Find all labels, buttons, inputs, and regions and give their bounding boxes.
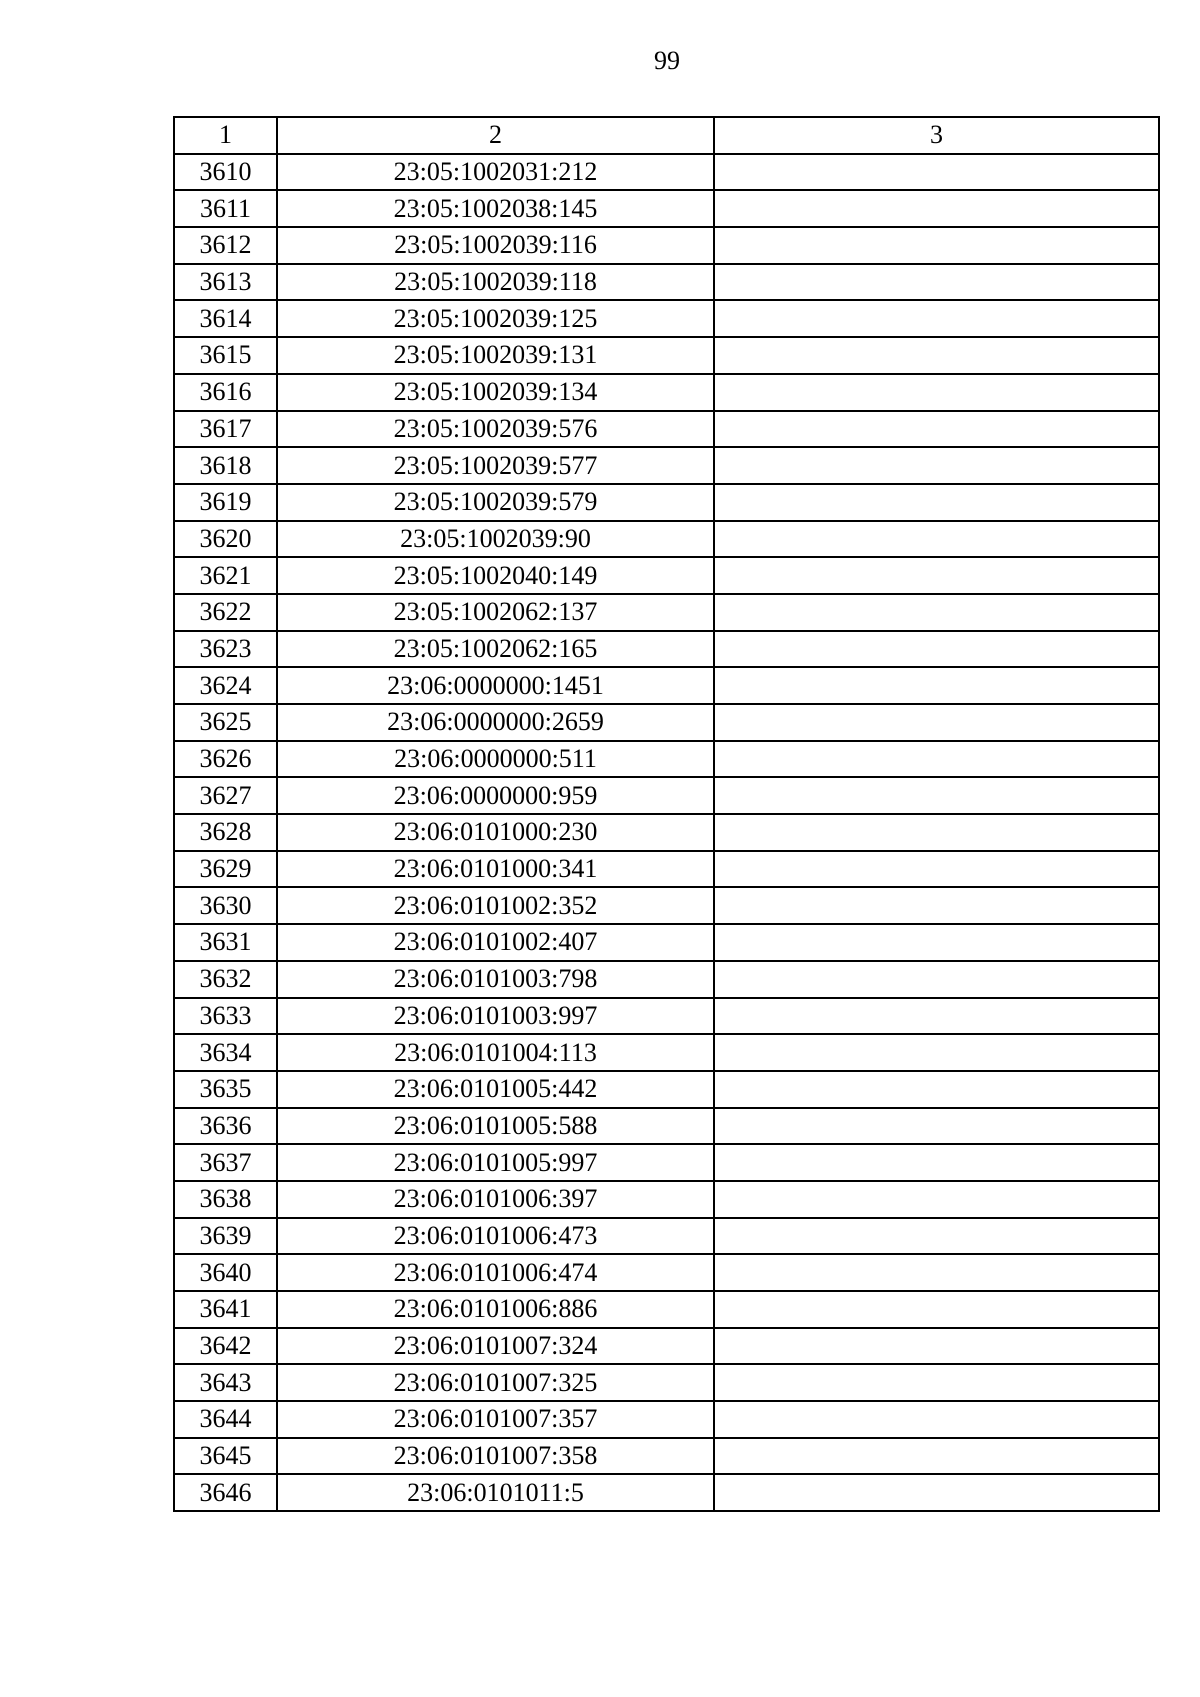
table-row [174, 1071, 1159, 1108]
table-row [174, 998, 1159, 1035]
table-row [174, 264, 1159, 301]
table-row [174, 190, 1159, 227]
cadastral-number-cell: 23:05:1002039:116 [277, 227, 714, 264]
cadastral-number-cell: 23:05:1002039:579 [277, 484, 714, 521]
row-number-cell: 3626 [174, 741, 277, 778]
cadastral-number-cell: 23:06:0101006:474 [277, 1254, 714, 1291]
notes-cell [714, 1181, 1159, 1218]
column-header-1: 1 [174, 117, 277, 154]
cadastral-number-cell: 23:05:1002031:212 [277, 154, 714, 191]
cadastral-number-cell: 23:06:0000000:511 [277, 741, 714, 778]
page-number: 99 [654, 46, 680, 75]
table-body [174, 154, 1159, 1511]
cadastral-number-cell: 23:06:0101007:325 [277, 1364, 714, 1401]
table-row [174, 1438, 1159, 1475]
cadastral-number-cell: 23:06:0101007:358 [277, 1438, 714, 1475]
cadastral-number-cell: 23:05:1002062:165 [277, 631, 714, 668]
row-number-cell: 3617 [174, 411, 277, 448]
table-row [174, 374, 1159, 411]
notes-cell [714, 227, 1159, 264]
row-number-cell: 3638 [174, 1181, 277, 1218]
row-number-cell: 3610 [174, 154, 277, 191]
cadastral-number-cell: 23:06:0101000:230 [277, 814, 714, 851]
cadastral-number-cell: 23:06:0000000:959 [277, 777, 714, 814]
table-row [174, 300, 1159, 337]
cadastral-number-cell: 23:05:1002039:118 [277, 264, 714, 301]
notes-cell [714, 447, 1159, 484]
table-row [174, 557, 1159, 594]
notes-cell [714, 374, 1159, 411]
row-number-cell: 3634 [174, 1034, 277, 1071]
table-header-row [174, 117, 1159, 154]
notes-cell [714, 887, 1159, 924]
notes-cell [714, 1254, 1159, 1291]
table-row [174, 1218, 1159, 1255]
row-number-cell: 3620 [174, 521, 277, 558]
row-number-cell: 3614 [174, 300, 277, 337]
table-row [174, 411, 1159, 448]
notes-cell [714, 557, 1159, 594]
cadastral-number-cell: 23:05:1002040:149 [277, 557, 714, 594]
cadastral-number-cell: 23:06:0101003:798 [277, 961, 714, 998]
table-row [174, 337, 1159, 374]
row-number-cell: 3630 [174, 887, 277, 924]
table-row [174, 521, 1159, 558]
notes-cell [714, 1071, 1159, 1108]
table-row [174, 631, 1159, 668]
notes-cell [714, 190, 1159, 227]
row-number-cell: 3632 [174, 961, 277, 998]
column-header-2: 2 [277, 117, 714, 154]
cadastral-number-cell: 23:06:0101003:997 [277, 998, 714, 1035]
notes-cell [714, 594, 1159, 631]
notes-cell [714, 337, 1159, 374]
row-number-cell: 3612 [174, 227, 277, 264]
table-row [174, 1474, 1159, 1511]
cadastral-number-cell: 23:06:0101011:5 [277, 1474, 714, 1511]
notes-cell [714, 1401, 1159, 1438]
cadastral-number-cell: 23:06:0101004:113 [277, 1034, 714, 1071]
table-row [174, 1401, 1159, 1438]
notes-cell [714, 411, 1159, 448]
cadastral-number-cell: 23:06:0000000:1451 [277, 667, 714, 704]
table-row [174, 1254, 1159, 1291]
cadastral-number-cell: 23:06:0101007:324 [277, 1328, 714, 1365]
notes-cell [714, 924, 1159, 961]
notes-cell [714, 851, 1159, 888]
notes-cell [714, 998, 1159, 1035]
notes-cell [714, 521, 1159, 558]
cadastral-number-cell: 23:06:0101005:588 [277, 1108, 714, 1145]
table-row [174, 1144, 1159, 1181]
cadastral-number-cell: 23:05:1002038:145 [277, 190, 714, 227]
row-number-cell: 3628 [174, 814, 277, 851]
data-table [173, 116, 1160, 1512]
notes-cell [714, 1474, 1159, 1511]
table-row [174, 704, 1159, 741]
cadastral-number-cell: 23:06:0101000:341 [277, 851, 714, 888]
notes-cell [714, 484, 1159, 521]
notes-cell [714, 1291, 1159, 1328]
row-number-cell: 3637 [174, 1144, 277, 1181]
cadastral-number-cell: 23:05:1002039:576 [277, 411, 714, 448]
row-number-cell: 3625 [174, 704, 277, 741]
table-row [174, 741, 1159, 778]
cadastral-number-cell: 23:06:0101005:997 [277, 1144, 714, 1181]
row-number-cell: 3631 [174, 924, 277, 961]
column-header-3: 3 [714, 117, 1159, 154]
table-row [174, 154, 1159, 191]
notes-cell [714, 1034, 1159, 1071]
row-number-cell: 3622 [174, 594, 277, 631]
cadastral-number-cell: 23:06:0101002:407 [277, 924, 714, 961]
notes-cell [714, 777, 1159, 814]
table-row [174, 961, 1159, 998]
table-row [174, 667, 1159, 704]
table-row [174, 1108, 1159, 1145]
notes-cell [714, 667, 1159, 704]
notes-cell [714, 704, 1159, 741]
cadastral-number-cell: 23:06:0101007:357 [277, 1401, 714, 1438]
notes-cell [714, 961, 1159, 998]
row-number-cell: 3629 [174, 851, 277, 888]
cadastral-number-cell: 23:05:1002039:131 [277, 337, 714, 374]
notes-cell [714, 814, 1159, 851]
row-number-cell: 3616 [174, 374, 277, 411]
notes-cell [714, 154, 1159, 191]
row-number-cell: 3646 [174, 1474, 277, 1511]
table-row [174, 1328, 1159, 1365]
notes-cell [714, 1108, 1159, 1145]
table-row [174, 777, 1159, 814]
row-number-cell: 3621 [174, 557, 277, 594]
row-number-cell: 3624 [174, 667, 277, 704]
table-row [174, 1364, 1159, 1401]
cadastral-number-cell: 23:05:1002039:125 [277, 300, 714, 337]
notes-cell [714, 1144, 1159, 1181]
row-number-cell: 3639 [174, 1218, 277, 1255]
cadastral-number-cell: 23:06:0101005:442 [277, 1071, 714, 1108]
cadastral-number-cell: 23:05:1002062:137 [277, 594, 714, 631]
table-row [174, 1291, 1159, 1328]
table-row [174, 924, 1159, 961]
cadastral-number-cell: 23:06:0000000:2659 [277, 704, 714, 741]
notes-cell [714, 264, 1159, 301]
row-number-cell: 3635 [174, 1071, 277, 1108]
notes-cell [714, 631, 1159, 668]
cadastral-number-cell: 23:05:1002039:577 [277, 447, 714, 484]
table-row [174, 851, 1159, 888]
row-number-cell: 3643 [174, 1364, 277, 1401]
cadastral-number-cell: 23:05:1002039:134 [277, 374, 714, 411]
table-row [174, 814, 1159, 851]
row-number-cell: 3642 [174, 1328, 277, 1365]
table-row [174, 484, 1159, 521]
notes-cell [714, 1438, 1159, 1475]
row-number-cell: 3627 [174, 777, 277, 814]
row-number-cell: 3633 [174, 998, 277, 1035]
notes-cell [714, 1364, 1159, 1401]
row-number-cell: 3619 [174, 484, 277, 521]
cadastral-number-cell: 23:06:0101006:397 [277, 1181, 714, 1218]
table-row [174, 1034, 1159, 1071]
row-number-cell: 3623 [174, 631, 277, 668]
row-number-cell: 3611 [174, 190, 277, 227]
row-number-cell: 3641 [174, 1291, 277, 1328]
table-row [174, 447, 1159, 484]
cadastral-number-cell: 23:05:1002039:90 [277, 521, 714, 558]
table-row [174, 227, 1159, 264]
table-row [174, 887, 1159, 924]
cadastral-number-cell: 23:06:0101006:886 [277, 1291, 714, 1328]
cadastral-number-cell: 23:06:0101002:352 [277, 887, 714, 924]
table-row [174, 1181, 1159, 1218]
row-number-cell: 3644 [174, 1401, 277, 1438]
notes-cell [714, 1328, 1159, 1365]
notes-cell [714, 1218, 1159, 1255]
row-number-cell: 3613 [174, 264, 277, 301]
row-number-cell: 3645 [174, 1438, 277, 1475]
row-number-cell: 3618 [174, 447, 277, 484]
row-number-cell: 3615 [174, 337, 277, 374]
notes-cell [714, 741, 1159, 778]
row-number-cell: 3636 [174, 1108, 277, 1145]
row-number-cell: 3640 [174, 1254, 277, 1291]
table-row [174, 594, 1159, 631]
cadastral-number-cell: 23:06:0101006:473 [277, 1218, 714, 1255]
notes-cell [714, 300, 1159, 337]
